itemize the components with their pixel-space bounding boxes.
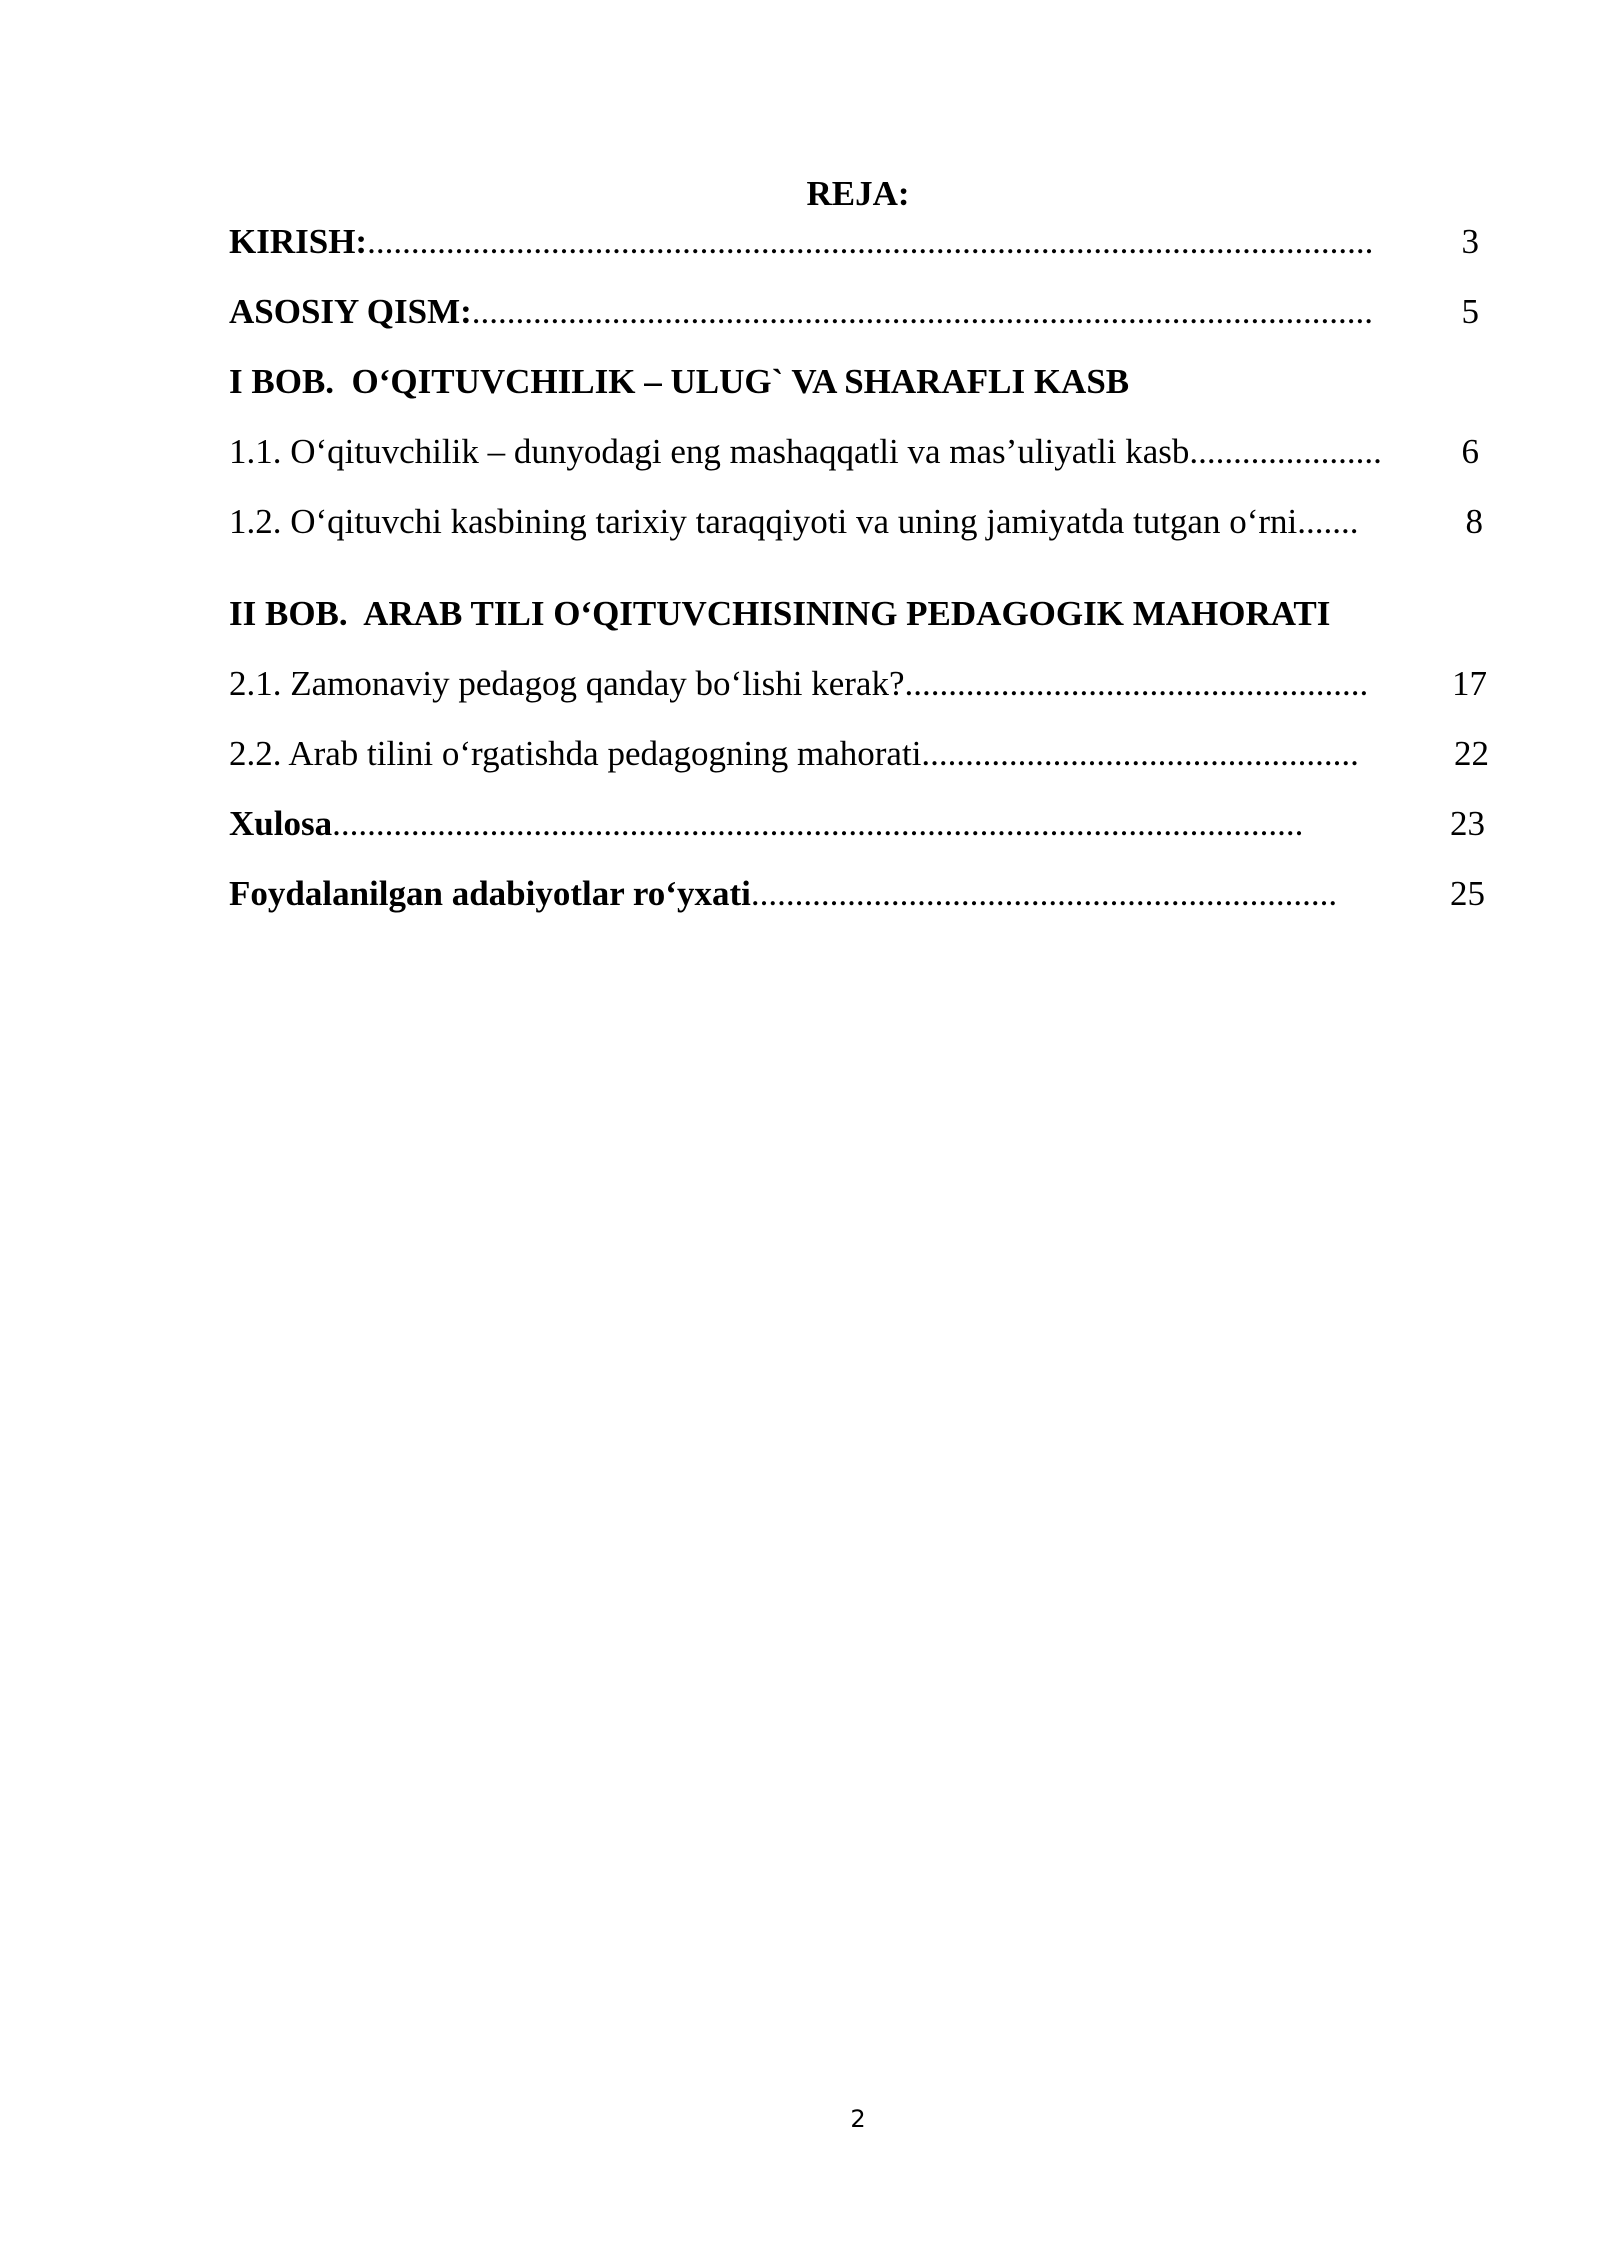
toc-page-number: 17 xyxy=(1452,664,1487,703)
toc-entry-label: Foydalanilgan adabiyotlar ro‘yxati xyxy=(229,874,751,913)
toc-dot-leader: ....... xyxy=(1297,502,1359,541)
toc-entry-label: 1.1. O‘qituvchilik – dunyodagi eng mashaqqatli va mas’uliyatli kasb xyxy=(229,432,1190,471)
toc-entry-label: 2.1. Zamonaviy pedagog qanday bo‘lishi kerak? xyxy=(229,664,905,703)
toc-entry-kirish xyxy=(229,222,1479,262)
toc-entry-label: KIRISH: xyxy=(229,222,368,261)
toc-page-number: 6 xyxy=(1461,432,1479,471)
toc-entry-adabiyotlar xyxy=(229,874,1485,914)
toc-dot-leader: ..................................................... xyxy=(904,664,1369,703)
toc-dot-leader: ................................................................... xyxy=(750,874,1338,913)
toc-page-number: 3 xyxy=(1461,222,1479,261)
toc-page-number: 22 xyxy=(1454,734,1489,773)
toc-dot-leader: .................................................. xyxy=(921,734,1359,773)
toc-dot-leader: ............................................................................................................... xyxy=(332,804,1304,843)
toc-page-number: 5 xyxy=(1461,292,1479,331)
toc-page-number: 8 xyxy=(1465,502,1483,541)
toc-entry-1-1 xyxy=(229,432,1479,472)
toc-entry-label: 1.2. O‘qituvchi kasbining tarixiy taraqqiyoti va uning jamiyatda tutgan o‘rni xyxy=(229,502,1298,541)
toc-page-number: 23 xyxy=(1450,804,1485,843)
toc-entry-label: Xulosa xyxy=(229,804,333,843)
toc-entry-2-1 xyxy=(229,664,1487,704)
chapter-heading-1: I BOB. O‘QITUVCHILIK – ULUG` VA SHARAFLI KASB xyxy=(229,362,1130,401)
toc-dot-leader: ................................................................................................................... xyxy=(367,222,1374,261)
toc-entry-2-2 xyxy=(229,734,1489,774)
toc-entry-label: ASOSIY QISM: xyxy=(229,292,472,331)
toc-entry-1-2 xyxy=(229,502,1483,542)
toc-entry-label: 2.2. Arab tilini o‘rgatishda pedagogning mahorati xyxy=(229,734,922,773)
toc-dot-leader: ....................................................................................................... xyxy=(471,292,1374,331)
toc-entry-asosiy-qism xyxy=(229,292,1479,332)
toc-dot-leader: ...................... xyxy=(1189,432,1382,471)
chapter-heading-2: II BOB. ARAB TILI O‘QITUVCHISINING PEDAGOGIK MAHORATI xyxy=(229,594,1331,633)
page-number: 2 xyxy=(850,2105,866,2133)
page-title: REJA: xyxy=(806,174,910,213)
toc-entry-xulosa xyxy=(229,804,1485,844)
toc-page-number: 25 xyxy=(1450,874,1485,913)
